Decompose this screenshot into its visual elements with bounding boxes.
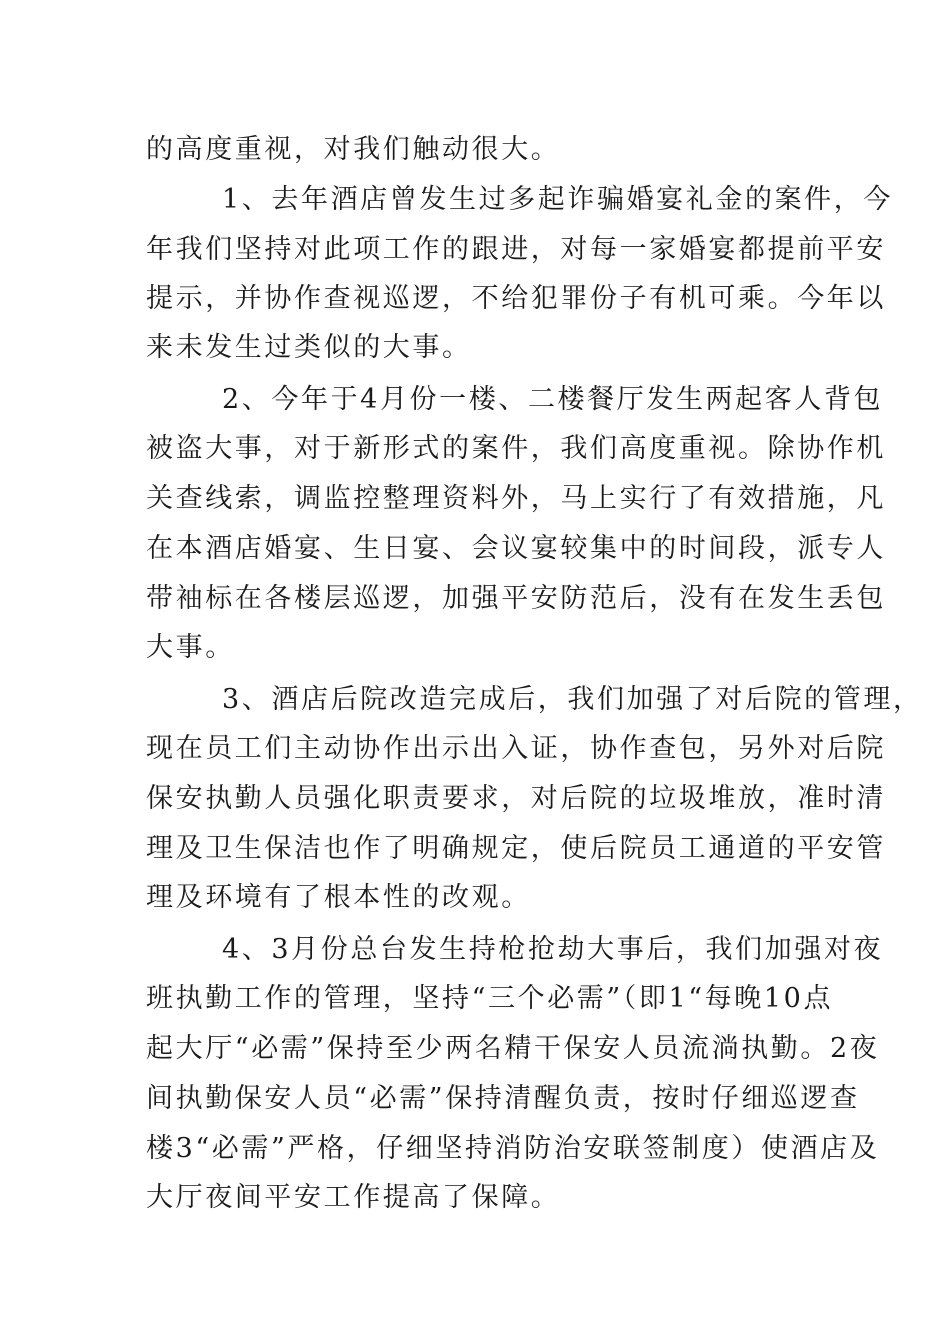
text-line: 理及环境有了根本性的改观。 [146, 882, 531, 913]
text-line: 带袖标在各楼层巡逻，加强平安防范后，没有在发生丢包 [146, 583, 886, 614]
text-line: 被盗大事，对于新形式的案件，我们高度重视。除协作机 [146, 433, 886, 464]
text-line: 起大厅“必需”保持至少两名精干保安人员流淌执勤。2夜 [146, 1033, 880, 1064]
text-line: 在本酒店婚宴、生日宴、会议宴较集中的时间段，派专人 [146, 533, 886, 564]
text-line: 大厅夜间平安工作提高了保障。 [146, 1182, 561, 1213]
text-line: 关查线索，调监控整理资料外，马上实行了有效措施，凡 [146, 483, 886, 514]
paragraph-3-first-line: 3、酒店后院改造完成后，我们加强了对后院的管理， [222, 684, 923, 715]
text-line: 现在员工们主动协作出示出入证，协作查包，另外对后院 [146, 733, 886, 764]
text-line: 的高度重视，对我们触动很大。 [146, 134, 561, 165]
text-line: 提示，并协作查视巡逻，不给犯罪份子有机可乘。今年以 [146, 283, 886, 314]
paragraph-2-first-line: 2、今年于4月份一楼、二楼餐厅发生两起客人背包 [222, 384, 884, 415]
text-line: 间执勤保安人员“必需”保持清醒负责，按时仔细巡逻查 [146, 1083, 860, 1114]
text-line: 年我们坚持对此项工作的跟进，对每一家婚宴都提前平安 [146, 234, 886, 265]
paragraph-4-first-line: 4、3月份总台发生持枪抢劫大事后，我们加强对夜 [222, 934, 884, 965]
text-line: 班执勤工作的管理，坚持“三个必需”（即1“每晚10点 [146, 983, 834, 1014]
paragraph-1-first-line: 1、去年酒店曾发生过多起诈骗婚宴礼金的案件，今 [222, 184, 893, 215]
text-line: 大事。 [146, 632, 235, 663]
text-line: 保安执勤人员强化职责要求，对后院的垃圾堆放，准时清 [146, 783, 886, 814]
text-line: 理及卫生保洁也作了明确规定，使后院员工通道的平安管 [146, 833, 886, 864]
text-line: 来未发生过类似的大事。 [146, 332, 472, 363]
text-line: 楼3“必需”严格，仔细坚持消防治安联签制度）使酒店及 [146, 1133, 880, 1164]
